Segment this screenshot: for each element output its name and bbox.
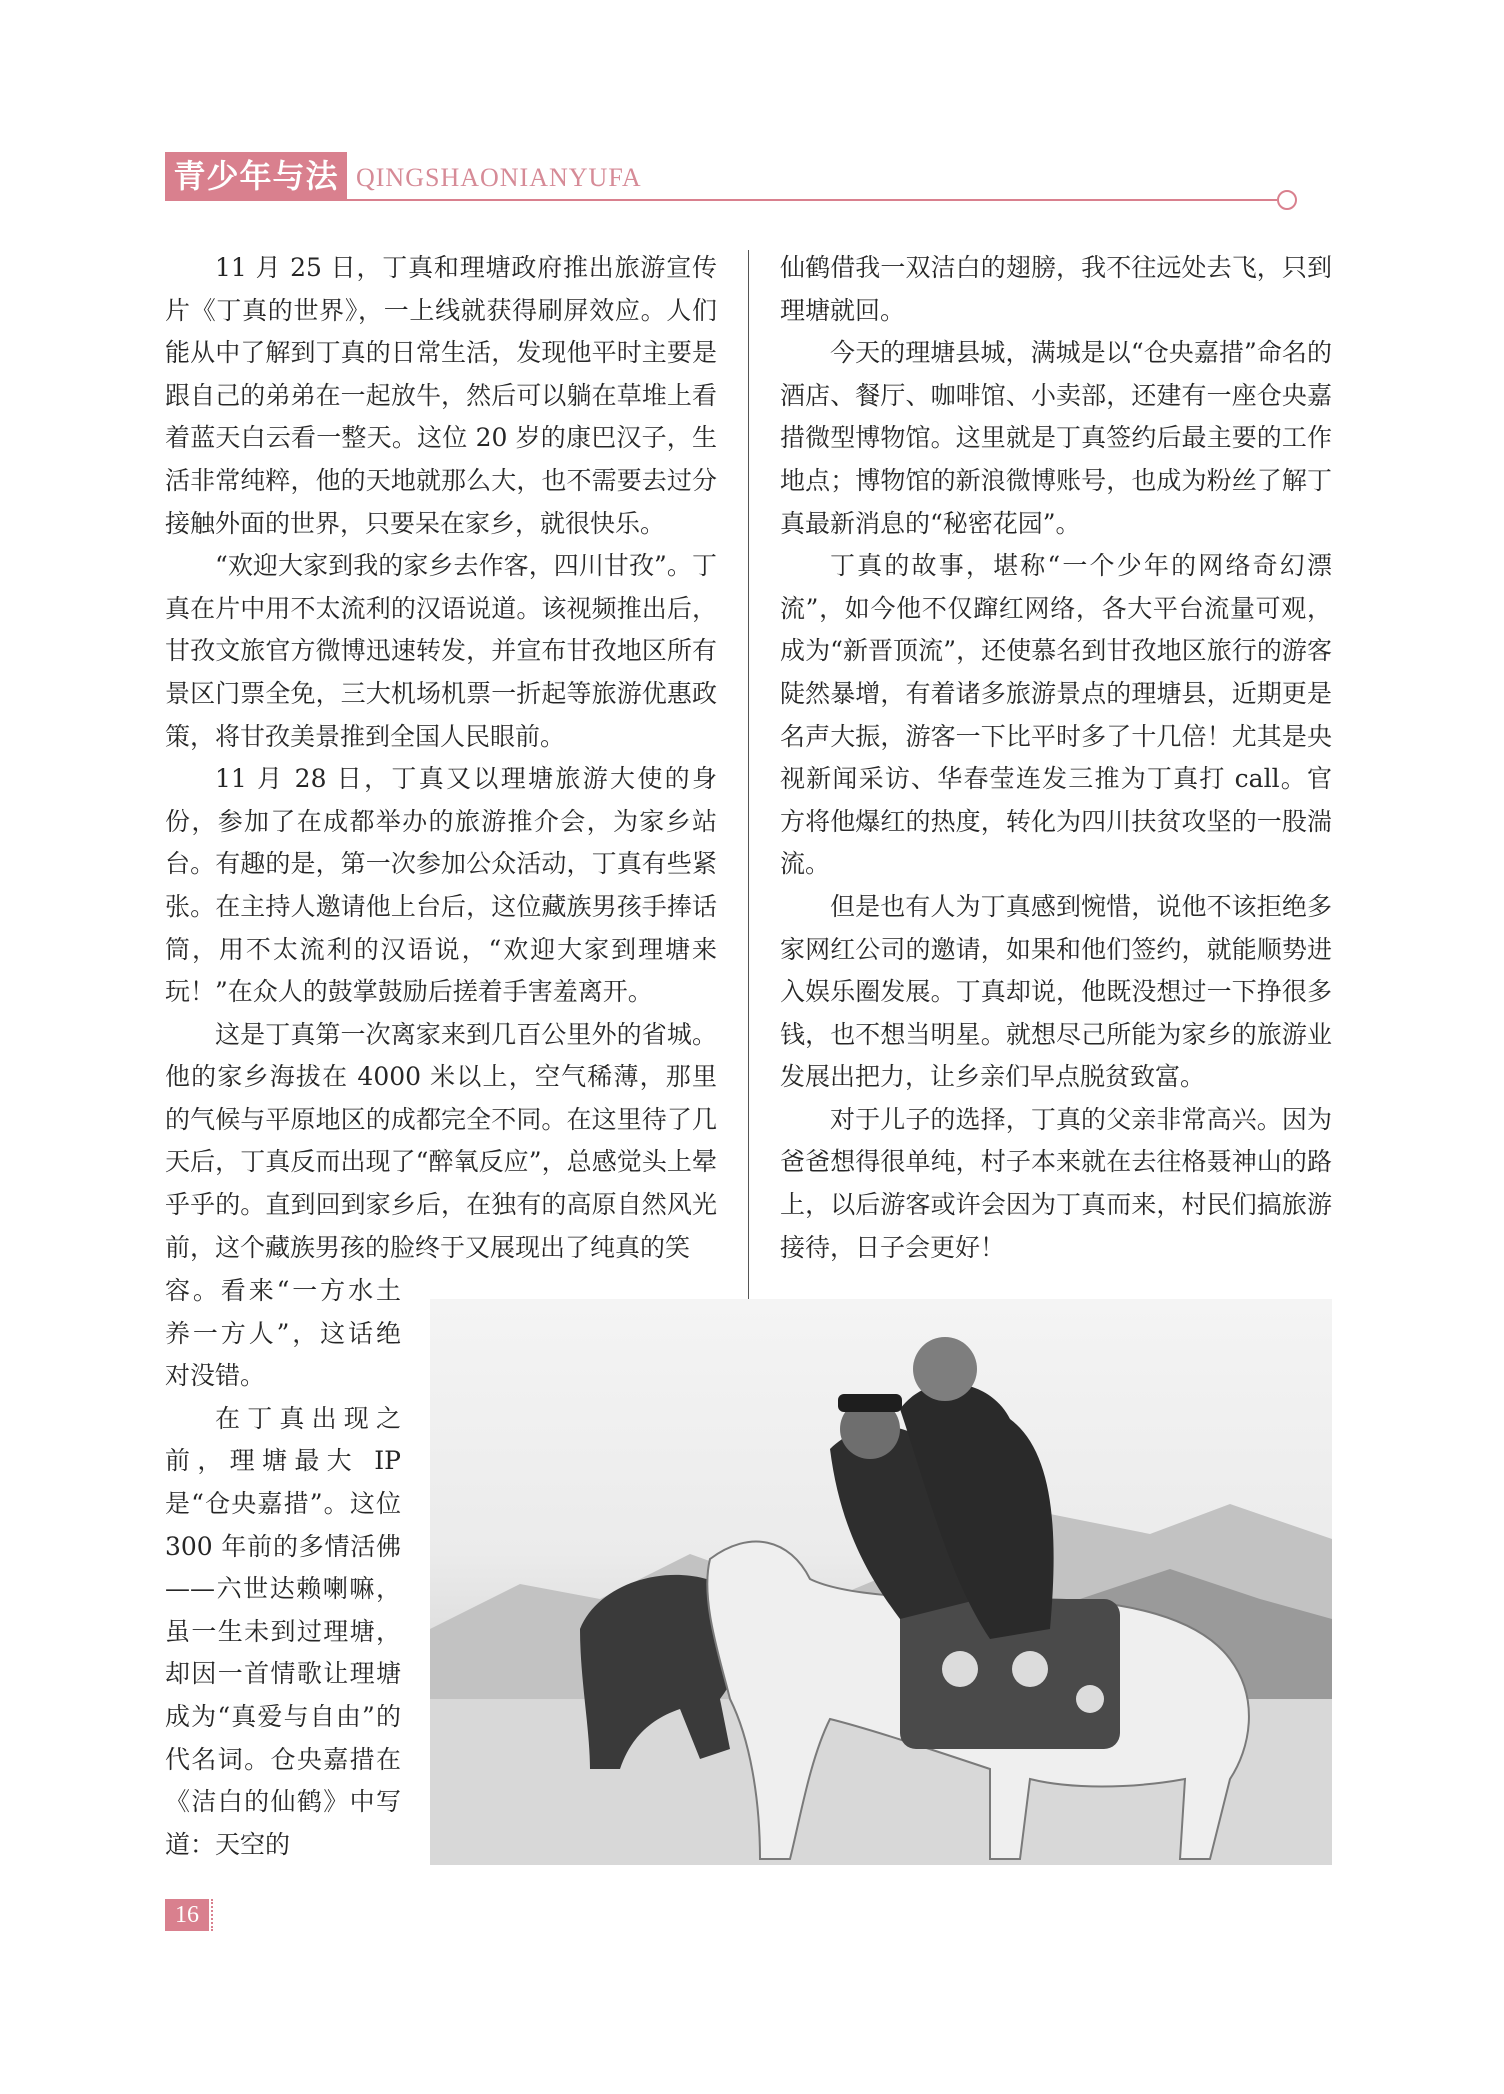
column-divider bbox=[748, 250, 749, 1300]
blanket-pattern bbox=[942, 1651, 978, 1687]
header-rule-end-circle bbox=[1277, 190, 1297, 210]
rider-hat bbox=[838, 1394, 902, 1412]
paragraph: 丁真的故事，堪称“一个少年的网络奇幻漂流”，如今他不仅蹿红网络，各大平台流量可观，成为“新晋顶流”，还使慕名到甘孜地区旅行的游客陡然暴增，有着诸多旅游景点的理塘县，近期更是名声大振，游客一下比平时多了十几倍！尤其是央视新闻采访、华春莹连发三推为丁真打 call。官方将他爆红的热度，转化为四川扶贫攻坚的一股湍流。 bbox=[780, 551, 1332, 879]
section-title: 青少年与法 bbox=[165, 152, 347, 200]
paragraph: 对于儿子的选择，丁真的父亲非常高兴。因为爸爸想得很单纯，村子本来就在去往格聂神山的路上，以后游客或许会因为丁真而来，村民们搞旅游接待，日子会更好！ bbox=[780, 1104, 1332, 1262]
photo-illustration bbox=[430, 1299, 1332, 1865]
article-column-left-narrow bbox=[165, 1270, 401, 1866]
page-number: 16 bbox=[165, 1899, 209, 1931]
paragraph: 容。看来“一方水土养一方人”，这话绝对没错。 bbox=[165, 1276, 401, 1391]
blanket-pattern bbox=[1076, 1685, 1104, 1713]
rider-head bbox=[913, 1337, 977, 1401]
paragraph: 11 月 28 日，丁真又以理塘旅游大使的身份，参加了在成都举办的旅游推介会，为家乡站台。有趣的是，第一次参加公众活动，丁真有些紧张。在主持人邀请他上台后，这位藏族男孩手捧话筒，用不太流利的汉语说，“欢迎大家到理塘来玩！”在众人的鼓掌鼓励后搓着手害羞离开。 bbox=[165, 764, 717, 1007]
page-number-decoration bbox=[211, 1899, 213, 1931]
paragraph: 在丁真出现之前，理塘最大 IP 是“仓央嘉措”。这位 300 年前的多情活佛——六世达赖喇嘛，虽一生未到过理塘，却因一首情歌让理塘成为“真爱与自由”的代名词。仓央嘉措在《洁白的仙鹤》中写道：天空的 bbox=[165, 1403, 401, 1859]
photo-riders-on-horses bbox=[430, 1299, 1332, 1865]
paragraph: 这是丁真第一次离家来到几百公里外的省城。他的家乡海拔在 4000 米以上，空气稀薄，那里的气候与平原地区的成都完全不同。在这里待了几天后，丁真反而出现了“醉氧反应”，总感觉头上晕乎乎的。直到回到家乡后，在独有的高原自然风光前，这个藏族男孩的脸终于又展现出了纯真的笑 bbox=[165, 1019, 717, 1262]
header-rule bbox=[165, 199, 1277, 201]
paragraph: 11 月 25 日，丁真和理塘政府推出旅游宣传片《丁真的世界》，一上线就获得刷屏效应。人们能从中了解到丁真的日常生活，发现他平时主要是跟自己的弟弟在一起放牛，然后可以躺在草堆上看着蓝天白云看一整天。这位 20 岁的康巴汉子，生活非常纯粹，他的天地就那么大，也不需要去过分接触外面的世界，只要呆在家乡，就很快乐。 bbox=[165, 253, 717, 538]
paragraph: 仙鹤借我一双洁白的翅膀，我不往远处去飞，只到理塘就回。 bbox=[780, 253, 1332, 325]
article-column-left bbox=[165, 247, 717, 1269]
paragraph: “欢迎大家到我的家乡去作客，四川甘孜”。丁真在片中用不太流利的汉语说道。该视频推出后，甘孜文旅官方微博迅速转发，并宣布甘孜地区所有景区门票全免，三大机场机票一折起等旅游优惠政策，将甘孜美景推到全国人民眼前。 bbox=[165, 551, 717, 751]
paragraph: 今天的理塘县城，满城是以“仓央嘉措”命名的酒店、餐厅、咖啡馆、小卖部，还建有一座仓央嘉措微型博物馆。这里就是丁真签约后最主要的工作地点；博物馆的新浪微博账号，也成为粉丝了解丁真最新消息的“秘密花园”。 bbox=[780, 338, 1332, 538]
blanket-pattern bbox=[1012, 1651, 1048, 1687]
section-pinyin: QINGSHAONIANYUFA bbox=[356, 163, 642, 192]
paragraph: 但是也有人为丁真感到惋惜，说他不该拒绝多家网红公司的邀请，如果和他们签约，就能顺势进入娱乐圈发展。丁真却说，他既没想过一下挣很多钱，也不想当明星。就想尽己所能为家乡的旅游业发展出把力，让乡亲们早点脱贫致富。 bbox=[780, 891, 1332, 1092]
article-column-right bbox=[780, 247, 1332, 1269]
